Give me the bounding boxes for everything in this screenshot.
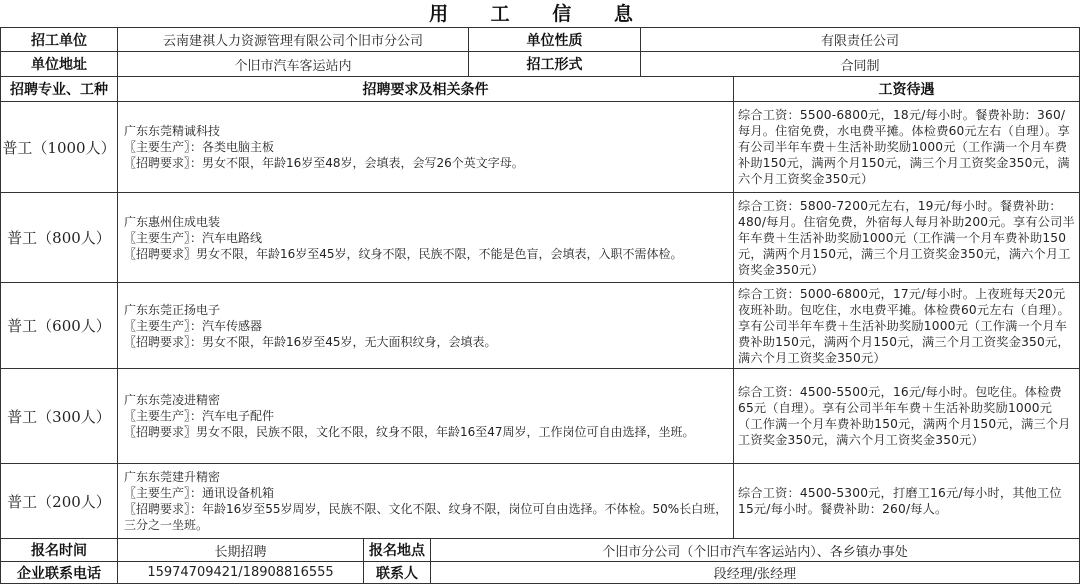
header-pay: 工资待遇	[733, 76, 1080, 102]
job-requirement-text: 〖招聘要求〗：年龄16岁至55岁周岁，民族不限、文化不限、纹身不限，岗位可自由选择。不体检。50%长白班，三分之一坐班。	[124, 502, 728, 532]
form-value: 合同制	[640, 51, 1080, 77]
address-label: 单位地址	[0, 51, 118, 77]
contact-label: 联系人	[363, 561, 431, 584]
job-company: 广东东莞凌进精密	[124, 393, 221, 407]
job-pay-text: 综合工资：5000-6800元，17元/每小时。上夜班每天20元夜班补助。包吃住，水电费平摊。体检费60元左右（自理）。享有公司半年车费＋生活补助奖励1000元（工作满一个月车费补助150元，满两个月150元，满三个月工资奖金350元，满六个月工资奖金350元）	[738, 286, 1070, 365]
job-requirements	[117, 101, 734, 193]
job-title: 普工（200人）	[0, 463, 118, 539]
page-title: 用 工 信 息	[429, 3, 651, 25]
job-title: 普工（800人）	[0, 192, 118, 283]
header-requirements: 招聘要求及相关条件	[117, 76, 734, 102]
job-product: 〖主要生产〗：各类电脑主板	[124, 140, 275, 154]
address-value: 个旧市汽车客运站内	[117, 51, 469, 77]
job-product: 〖主要生产〗：通讯设备机箱	[124, 486, 275, 500]
job-pay-text: 综合工资：4500-5500元，16元/每小时。包吃住。体检费65元（自理）。享有公司半年车费＋生活补助奖励1000元（工作满一个月车费补助150元，满两个月150元，满三个月工资奖金350元，满六个月工资奖金350元）	[738, 385, 1071, 447]
job-requirement-text: 〖招聘要求〗男女不限，年龄16岁至45岁，纹身不限，民族不限，不能是色盲，会填表，入职不需体检。	[124, 246, 683, 261]
job-requirement-text: 〖招聘要求〗：男女不限，年龄16岁至48岁，会填表，会写26个英文字母。	[124, 156, 524, 170]
phone-value: 15974709421/18908816555	[117, 561, 364, 584]
employer-label: 招工单位	[0, 27, 118, 52]
job-company: 广东东莞精诚科技	[124, 124, 221, 138]
job-pay-text: 综合工资：4500-5300元，打磨工16元/每小时，其他工位15元/每小时。餐费补助：260/每人。	[738, 486, 1062, 516]
job-company: 广东惠州住成电装	[124, 214, 221, 229]
job-title: 普工（300人）	[0, 368, 118, 464]
employer-value: 云南建祺人力资源管理有限公司个旧市分公司	[117, 27, 469, 52]
job-requirement-text: 〖招聘要求〗男女不限，民族不限，文化不限，纹身不限，年龄16至47周岁，工作岗位可自由选择，坐班。	[124, 425, 695, 439]
job-pay-text: 综合工资：5800-7200元左右，19元/每小时。餐费补助：480/每月。住宿免费，外宿每人每月补助200元。享有公司半年车费＋生活补助奖励1000元（工作满一个月车费补助150元，满两个月150元，满三个月工资奖金350元，满六个月工资奖金350元）	[738, 198, 1075, 277]
nature-value: 有限责任公司	[640, 27, 1080, 52]
signup-place-value: 个旧市分公司（个旧市汽车客运站内）、各乡镇办事处	[430, 538, 1080, 562]
job-product: 〖主要生产〗：汽车传感器	[124, 318, 263, 333]
form-label: 招工形式	[468, 51, 641, 77]
job-company: 广东东莞正扬电子	[124, 302, 221, 317]
job-requirements	[117, 192, 734, 283]
signup-time-value: 长期招聘	[117, 538, 364, 562]
job-pay-text: 综合工资：5500-6800元，18元/每小时。餐费补助：360/每月。住宿免费，水电费平摊。体检费60元左右（自理）。享有公司半年车费＋生活补助奖励1000元（工作满一个月车费补助150元，满两个月150元，满三个月工资奖金350元，满六个月工资奖金350元）	[738, 108, 1070, 186]
job-pay	[733, 101, 1080, 193]
job-pay	[733, 463, 1080, 539]
job-product: 〖主要生产〗：汽车电路线	[124, 230, 263, 245]
phone-label: 企业联系电话	[0, 561, 118, 584]
job-pay	[733, 282, 1080, 369]
job-requirements	[117, 368, 734, 464]
contact-value: 段经理/张经理	[430, 561, 1080, 584]
nature-label: 单位性质	[468, 27, 641, 52]
header-job: 招聘专业、工种	[0, 76, 118, 102]
signup-place-label: 报名地点	[363, 538, 431, 562]
job-requirements	[117, 282, 734, 369]
job-title: 普工（600人）	[0, 282, 118, 369]
job-pay	[733, 368, 1080, 464]
job-title: 普工（1000人）	[0, 101, 118, 193]
job-requirement-text: 〖招聘要求〗：男女不限，年龄16岁至45岁，无大面积纹身，会填表。	[124, 334, 497, 349]
signup-time-label: 报名时间	[0, 538, 118, 562]
job-company: 广东东莞建升精密	[124, 470, 221, 484]
job-pay	[733, 192, 1080, 283]
job-product: 〖主要生产〗：汽车电子配件	[124, 409, 275, 423]
job-requirements	[117, 463, 734, 539]
